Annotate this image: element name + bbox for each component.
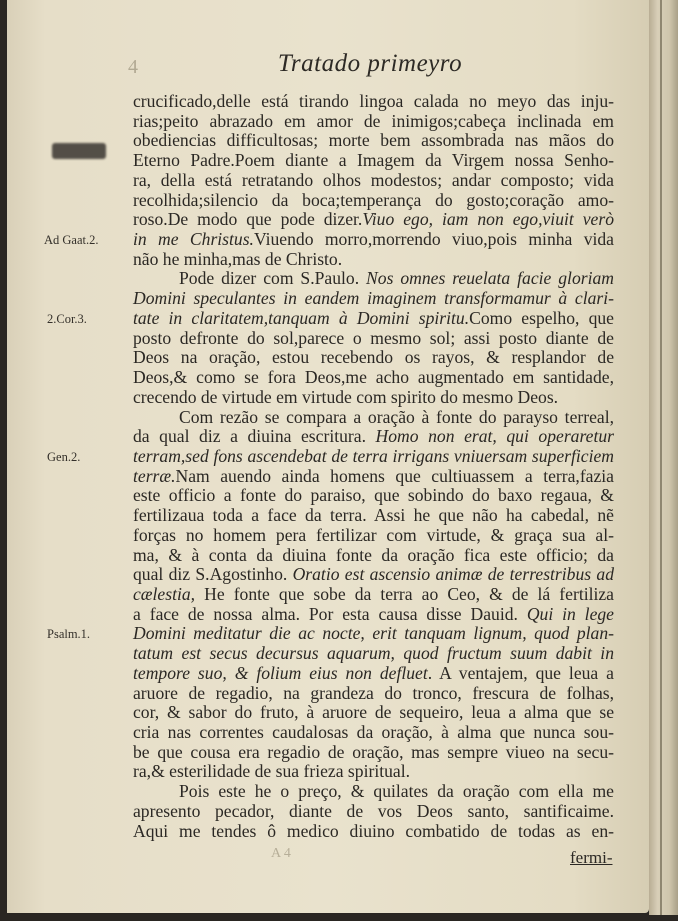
text-line bbox=[133, 526, 614, 546]
marginal-ink-blot bbox=[52, 143, 106, 159]
text-segment: be que cousa era regadio de oração, mas sempre viueo na secu- bbox=[133, 741, 614, 762]
text-segment: rias;peito abrazado em amor de inimigos;cabeça inclinada em bbox=[133, 110, 614, 131]
latin-quotation: terram,sed fons ascendebat de terra irrigans vniuersam superficiem bbox=[133, 445, 614, 466]
text-line bbox=[133, 388, 614, 408]
text-segment: crecendo de virtude em virtude com spirito do mesmo Deos. bbox=[133, 386, 559, 407]
text-segment: Deos na oração, estou recebendo os rayos, & resplandor de bbox=[133, 347, 614, 368]
text-line bbox=[133, 210, 614, 230]
text-segment: forças no homem pera fertilizar com virtude, & graça sua al- bbox=[133, 524, 614, 545]
text-line bbox=[133, 447, 614, 467]
text-segment: Com rezão se compara a oração à fonte do parayso terreal, bbox=[179, 406, 614, 427]
latin-quotation: terræ. bbox=[133, 465, 176, 486]
text-segment: da qual diz a diuina escritura. bbox=[133, 426, 376, 447]
latin-quotation: Oratio est ascensio animæ de terrestribus ad bbox=[292, 564, 614, 585]
latin-quotation: tatum est secus decursus aquarum, quod fructum suum dabit in bbox=[133, 643, 614, 664]
text-line bbox=[133, 368, 614, 388]
text-line bbox=[133, 762, 614, 782]
text-segment: . A ventajem, que leua a bbox=[427, 662, 614, 683]
text-segment: crucificado,delle está tirando lingoa calada no meyo das inju- bbox=[133, 91, 614, 111]
text-line bbox=[133, 467, 614, 487]
text-segment: Nam auendo ainda homens que cultiuassem a terra,fazia bbox=[175, 465, 614, 486]
text-segment: cor, & sabor do fruto, à aruore de sequeiro, leua a alma que se bbox=[133, 702, 614, 723]
text-segment: este officio a fonte do paraiso, que sobindo do baxo regaua, & bbox=[133, 485, 614, 506]
page-fold-line bbox=[660, 0, 662, 915]
latin-quotation: Domini speculantes in eandem imaginem transformamur à clari- bbox=[133, 288, 614, 309]
text-segment: obediencias difficultosas; morte bem assombrada nas mãos do bbox=[133, 130, 614, 151]
text-segment: Eterno Padre.Poem diante a Imagem da Virgem nossa Senho- bbox=[133, 150, 614, 171]
latin-quotation: Domini meditatur die ac nocte, erit tanquam lignum, quod plan- bbox=[133, 623, 614, 644]
text-segment: fertilizaua toda a face da terra. Assi he que não ha cabedal, nẽ bbox=[133, 505, 614, 526]
margin-note: 2.Cor.3. bbox=[47, 311, 87, 326]
text-line bbox=[133, 822, 614, 842]
text-segment: recolhida;silencio da boca;temperança do gosto;coração amo- bbox=[133, 189, 614, 210]
text-segment: qual diz S.Agostinho. bbox=[133, 564, 293, 585]
text-line bbox=[133, 348, 614, 368]
text-segment: posto defronte do sol,parece o mesmo sol; assi posto diante de bbox=[133, 327, 614, 348]
text-line bbox=[133, 546, 614, 566]
text-line bbox=[133, 664, 614, 684]
text-line bbox=[133, 802, 614, 822]
text-segment: Deos,& como se fora Deos,me acho augmentado em santidade, bbox=[133, 367, 614, 388]
latin-quotation: tate in claritatem,tanquam à Domini spiritu. bbox=[133, 307, 470, 328]
text-line bbox=[133, 230, 614, 250]
text-line bbox=[133, 644, 614, 664]
text-line bbox=[133, 329, 614, 349]
text-line bbox=[133, 506, 614, 526]
text-segment: ma, & à conta da diuina fonte da oração fica este officio; da bbox=[133, 544, 614, 565]
text-line bbox=[133, 191, 614, 211]
latin-quotation: cælestia, bbox=[133, 583, 196, 604]
margin-note: Gen.2. bbox=[47, 449, 81, 464]
latin-quotation: tempore suo, & folium eius non defluet bbox=[133, 662, 428, 683]
latin-quotation: Nos omnes reuelata facie gloriam bbox=[366, 268, 614, 289]
text-line bbox=[133, 427, 614, 447]
text-segment: apresento pecador, diante de vos Deos santo, santificaime. bbox=[133, 800, 614, 821]
text-segment: Aqui me tendes ô medico diuino combatido de todas as en- bbox=[133, 820, 614, 841]
text-line bbox=[133, 151, 614, 171]
text-line bbox=[133, 289, 614, 309]
next-page-edge bbox=[649, 0, 678, 915]
body-text bbox=[133, 92, 614, 841]
text-line bbox=[133, 684, 614, 704]
text-segment: Como espelho, que bbox=[469, 307, 614, 328]
text-line bbox=[133, 703, 614, 723]
text-segment: não he minha,mas de Christo. bbox=[133, 248, 343, 269]
text-line bbox=[133, 171, 614, 191]
text-line bbox=[133, 743, 614, 763]
text-line bbox=[133, 309, 614, 329]
margin-note: Ad Gaat.2. bbox=[44, 233, 99, 248]
text-segment: ra,& esterilidade de sua frieza spiritual. bbox=[133, 761, 410, 782]
text-line bbox=[133, 723, 614, 743]
text-line bbox=[133, 782, 614, 802]
text-line bbox=[133, 269, 614, 289]
latin-quotation: Qui in lege bbox=[526, 603, 614, 624]
text-segment: He fonte que sobe da terra ao Ceo, & de lá fertiliza bbox=[195, 583, 614, 604]
text-line bbox=[133, 92, 614, 112]
text-line bbox=[133, 624, 614, 644]
text-line bbox=[133, 112, 614, 132]
text-segment: ra, della está retratando olhos modestos; andar composto; vida bbox=[133, 169, 614, 190]
margin-note: Psalm.1. bbox=[47, 627, 91, 642]
text-segment: Viuendo morro,morrendo viuo,pois minha vida bbox=[253, 229, 614, 250]
text-line bbox=[133, 131, 614, 151]
text-segment: roso.De modo que pode dizer. bbox=[133, 209, 363, 230]
text-segment: aruore de regadio, na grandeza do tronco, frescura de folhas, bbox=[133, 682, 614, 703]
latin-quotation: Viuo ego, iam non ego,viuit verò bbox=[362, 209, 614, 230]
signature-mark: A 4 bbox=[271, 846, 291, 861]
text-line bbox=[133, 486, 614, 506]
text-line bbox=[133, 585, 614, 605]
text-segment: Pode dizer com S.Paulo. bbox=[179, 268, 367, 289]
latin-quotation: in me Christus. bbox=[133, 229, 254, 250]
text-line bbox=[133, 565, 614, 585]
text-line bbox=[133, 605, 614, 625]
text-line bbox=[133, 250, 614, 270]
text-segment: a face de nossa alma. Por esta causa disse Dauid. bbox=[133, 603, 527, 624]
text-segment: Pois este he o preço, & quilates da oração com ella me bbox=[179, 781, 614, 802]
latin-quotation: Homo non erat, qui operaretur bbox=[375, 426, 615, 447]
page-number: 4 bbox=[128, 56, 138, 78]
running-header: Tratado primeyro bbox=[277, 50, 463, 77]
text-segment: cria nas correntes caudalosas da oração, à alma que nunca sou- bbox=[133, 722, 614, 742]
catchword: fermi- bbox=[570, 848, 613, 867]
text-line bbox=[133, 408, 614, 428]
